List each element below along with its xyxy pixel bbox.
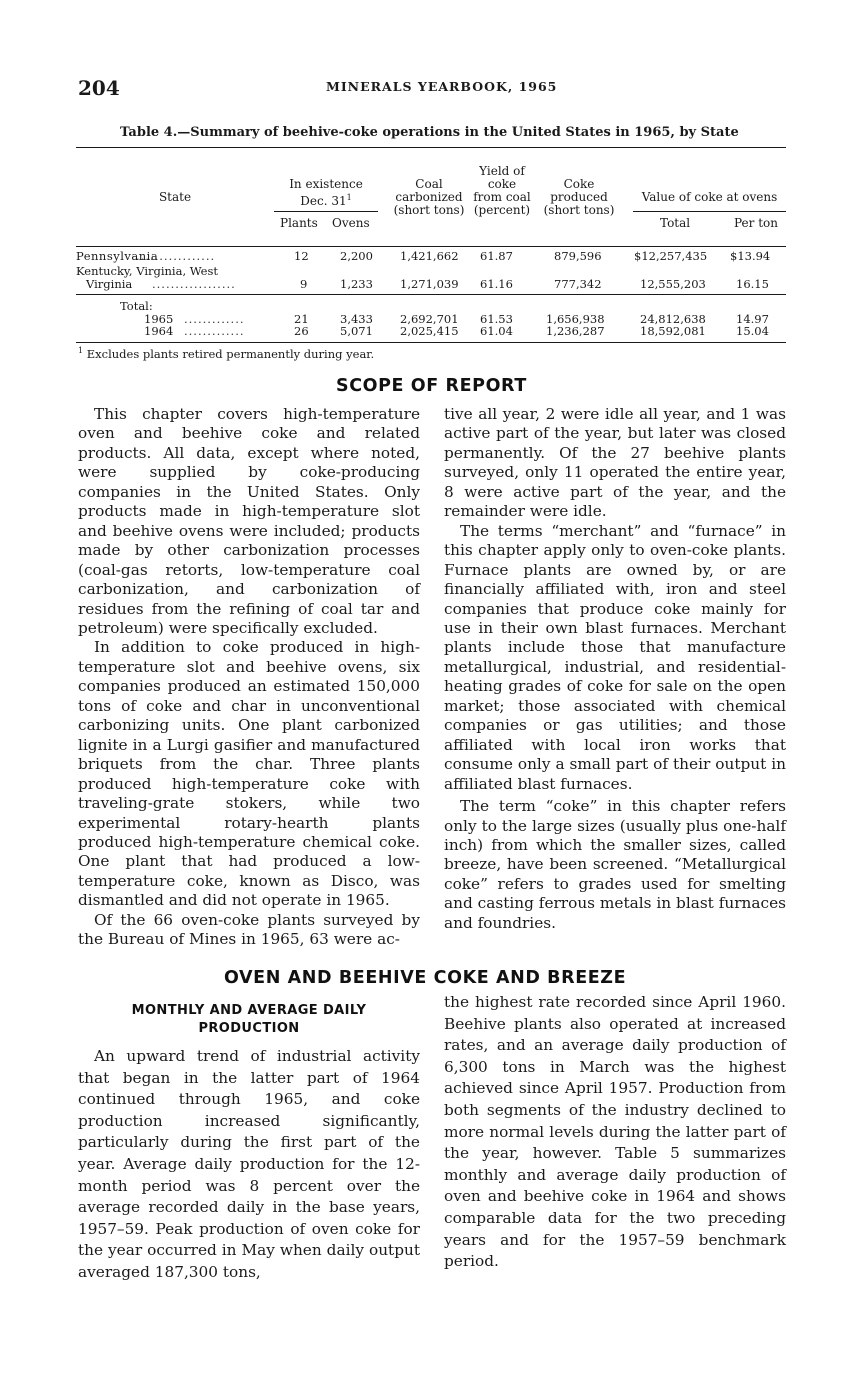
cell-coke: 777,342	[554, 277, 602, 291]
scope-right-column	[444, 405, 786, 933]
cell-coal: 2,025,415	[400, 324, 459, 338]
leader-dots: .................	[136, 249, 216, 263]
cell-per-ton: 14.97	[736, 311, 769, 326]
cell-total: $12,257,435	[634, 249, 708, 263]
table-top-rule	[76, 147, 786, 148]
leader-dots: .............	[184, 324, 245, 338]
paragraph: tive all year, 2 were idle all year, and 1 was active part of the year, but later was closed permanently. Of the 27 beehive plants surveyed, only 11 operated the entire year, 8 were active part of the year, and the remainder were idle.	[444, 405, 786, 521]
cell-total: 24,812,638	[640, 311, 706, 326]
cell-state-line2: Virginia	[86, 277, 133, 291]
leader-dots: ..................	[152, 277, 236, 291]
table-totals	[76, 300, 786, 338]
paragraph: Of the 66 oven-coke plants surveyed by the Bureau of Mines in 1965, 63 were ac-	[78, 910, 420, 949]
paragraph: An upward trend of industrial activity that began in the latter part of 1964 continued through 1965, and coke production increased significantly, particularly during the first part of the year. Average daily production for the 12-month period was 8 percent over the average recorded daily in the base years, 1957–59. Peak production of oven coke for the year occurred in May when daily output averaged 187,300 tons,	[78, 1047, 420, 1281]
header-per-ton: Per ton	[734, 216, 778, 230]
section-heading-scope: SCOPE OF REPORT	[336, 376, 527, 396]
table-header-rule	[76, 246, 786, 247]
cell-ovens: 1,233	[340, 277, 373, 291]
section-heading-oven-beehive: OVEN AND BEEHIVE COKE AND BREEZE	[224, 968, 627, 988]
cell-yield: 61.87	[480, 249, 513, 263]
footnote-number: 1	[78, 346, 84, 355]
cell-coal: 1,421,662	[400, 249, 459, 263]
subheading-monthly-production: MONTHLY AND AVERAGE DAILY PRODUCTION	[131, 1003, 367, 1036]
value-underline	[633, 211, 786, 212]
leader-dots: .............	[184, 311, 245, 326]
footnote-marker: 1	[346, 193, 352, 202]
cell-ovens: 5,071	[340, 324, 373, 338]
cell-per-ton: 15.04	[736, 324, 769, 338]
table-bottom-rule	[76, 342, 786, 343]
table-row	[76, 325, 786, 338]
total-label: Total:	[120, 299, 153, 313]
cell-coke: 1,656,938	[546, 311, 605, 326]
paragraph: This chapter covers high-temperature oven and beehive coke and related products. All data, except where noted, were supplied by coke-producing companies in the United States. Only products made in high-temperature slot and beehive ovens were included; products made by other carbonization processes (coal-gas retorts, low-temperature coal carbonization, and carbonization of residues from the refining of coal tar and petroleum) were specifically excluded.	[78, 405, 420, 637]
cell-total: 18,592,081	[640, 324, 706, 338]
cell-plants: 21	[294, 311, 309, 326]
paragraph: The term “coke” in this chapter refers only to the large sizes (usually plus one-half inch) from which the smaller sizes, called breeze, have been screened. “Metallurgical coke” refers to grades used for smelting and casting ferrous metals in blast furnaces and foundries.	[444, 797, 786, 932]
header-total: Total	[660, 216, 691, 230]
cell-yield: 61.16	[480, 277, 513, 291]
paragraph: the highest rate recorded since April 1960. Beehive plants also operated at increased rates, and an average daily production of 6,300 tons in March was the highest achieved since April 1957. Production from both segments of the industry declined to more normal levels during the latter part of the year, however. Table 5 summarizes monthly and average daily production of oven and beehive coke in 1964 and shows comparable data for the two preceding years and for the 1957–59 benchmark period.	[444, 993, 786, 1271]
header-coke-produced: Coke produced (short tons)	[543, 177, 615, 217]
cell-plants: 12	[294, 249, 309, 263]
cell-per-ton: $13.94	[730, 249, 771, 263]
paragraph: In addition to coke produced in high-temperature slot and beehive ovens, six companies produced an estimated 150,000 tons of coke and char in unconventional carbonizing units. One plant carbonized lignite in a Lurgi gasifier and manufactured briquets from the char. Three plants produced high-temperature coke with traveling-grate stokers, while two experimental rotary-hearth plants produced high-temperature chemical coke. One plant that had produced a low-temperature coke, known as Disco, was dismantled and did not operate in 1965.	[78, 638, 420, 910]
cell-plants: 9	[300, 277, 308, 291]
cell-total: 12,555,203	[640, 277, 706, 291]
header-yield: Yield of coke from coal (percent)	[473, 164, 531, 217]
table-total-rule	[76, 294, 786, 295]
table-title: Table 4.—Summary of beehive-coke operations in the United States in 1965, by State	[120, 125, 739, 140]
footnote-text: Excludes plants retired permanently during year.	[86, 346, 375, 361]
cell-state-line1: Kentucky, Virginia, West	[76, 264, 218, 278]
paragraph: The terms “merchant” and “furnace” in this chapter apply only to oven-coke plants. Furnace plants are owned by, or are financially affiliated with, iron and steel companies that produce coke mainly for use in their own blast furnaces. Merchant plants include those that manufacture metallurgical, industrial, and residential-heating grades of coke for sale on the open market; those associated with chemical companies or gas utilities; and those affiliated with local iron works that consume only a small part of their output in affiliated blast furnaces.	[444, 521, 786, 793]
running-head: MINERALS YEARBOOK, 1965	[326, 79, 558, 94]
table-row	[76, 265, 786, 291]
header-ovens: Ovens	[332, 216, 370, 230]
cell-ovens: 3,433	[340, 311, 373, 326]
cell-year: 1964	[144, 324, 174, 338]
cell-coke: 879,596	[554, 249, 602, 263]
header-plants: Plants	[280, 216, 318, 230]
in-existence-underline	[274, 211, 378, 212]
oven-right-column	[444, 992, 786, 1273]
page-number: 204	[78, 76, 120, 100]
oven-left-column	[78, 1046, 420, 1284]
header-state: State	[158, 190, 192, 204]
cell-year: 1965	[144, 311, 174, 326]
cell-coal: 2,692,701	[400, 311, 459, 326]
cell-coke: 1,236,287	[546, 324, 605, 338]
table-body	[76, 250, 786, 291]
table-footnote	[78, 346, 374, 361]
cell-ovens: 2,200	[340, 249, 373, 263]
cell-yield: 61.53	[480, 311, 513, 326]
header-in-existence-text: In existence Dec. 31	[289, 177, 363, 208]
header-value-group: Value of coke at ovens	[641, 190, 778, 204]
scope-left-column	[78, 405, 420, 950]
header-coal-carbonized: Coal carbonized (short tons)	[393, 177, 465, 217]
table-row	[76, 250, 786, 263]
cell-per-ton: 16.15	[736, 277, 769, 291]
cell-state: Pennsylvania	[76, 249, 159, 263]
cell-yield: 61.04	[480, 324, 513, 338]
cell-plants: 26	[294, 324, 309, 338]
cell-coal: 1,271,039	[400, 277, 459, 291]
header-in-existence	[274, 178, 378, 208]
